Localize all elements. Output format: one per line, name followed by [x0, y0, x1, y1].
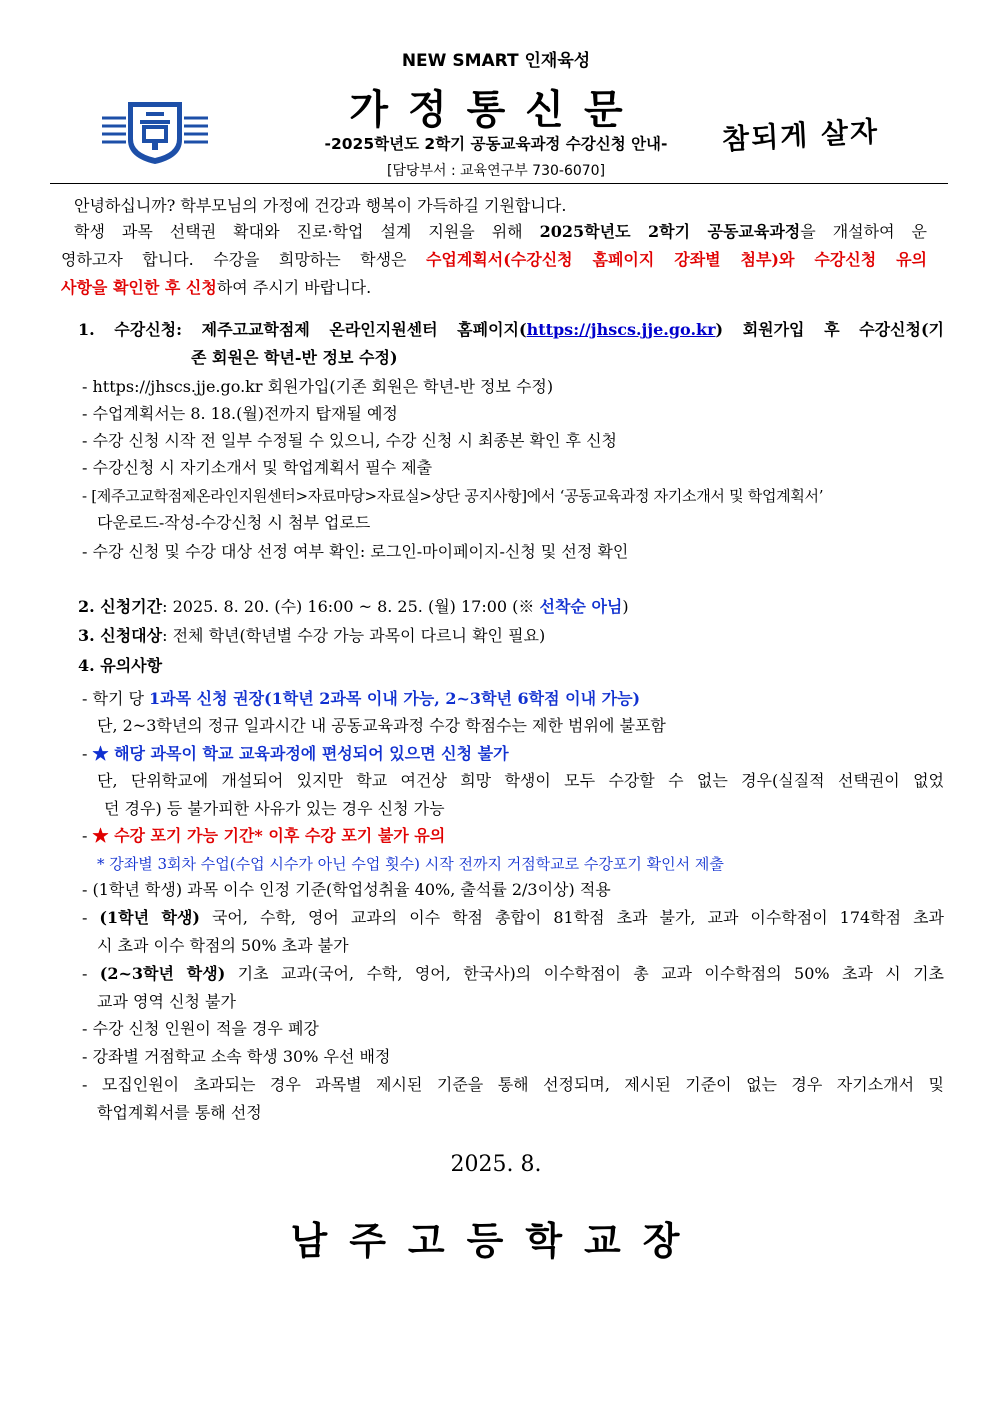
section-1-item: - 수강신청 시 자기소개서 및 학업계획서 필수 제출 — [82, 458, 433, 477]
page-subtitle: -2025학년도 2학기 공동교육과정 수강신청 안내- — [324, 135, 668, 153]
issue-date: 2025. 8. — [450, 1152, 542, 1177]
header-divider — [50, 183, 948, 184]
notice-footnote: * 강좌별 3회차 수업(수업 시수가 아닌 수업 횟수) 시작 전까지 거점학교로 수강포기 확인서 제출 — [97, 855, 724, 873]
notice-item: - (1학년 학생) 국어, 수학, 영어 교과의 이수 학점 총합이 81학점 초과 불가, 교과 이수학점이 174학점 초과 — [82, 908, 944, 927]
intro-line-4: 사항을 확인한 후 신청하여 주시기 바랍니다. — [61, 278, 372, 297]
principal-signature: 남주고등학교장 — [290, 1219, 702, 1263]
department-info: [담당부서 : 교육연구부 730-6070] — [386, 163, 606, 179]
notice-item: - 모집인원이 초과되는 경우 과목별 제시된 기준을 통해 선정되며, 제시된 기준이 없는 경우 자기소개서 및 — [82, 1075, 944, 1094]
notice-item-cont: 교과 영역 신청 불가 — [97, 992, 236, 1011]
notice-item: - 수강 신청 인원이 적을 경우 폐강 — [82, 1019, 319, 1038]
section-1-item: - [제주고교학점제온라인지원센터>자료마당>자료실>상단 공지사항]에서 ‘공동교육과정 자기소개서 및 학업계획서’ — [82, 487, 824, 505]
intro-line-1: 안녕하십니까? 학부모님의 가정에 건강과 행복이 가득하길 기원합니다. — [74, 196, 567, 215]
section-1-item: - https://jhscs.jje.go.kr 회원가입(기존 회원은 학년-반 정보 수정) — [82, 377, 554, 396]
notice-item: - 강좌별 거점학교 소속 학생 30% 우선 배정 — [82, 1047, 391, 1066]
intro-line-2: 학생 과목 선택권 확대와 진로·학업 설계 지원을 위해 2025학년도 2학기 공동교육과정을 개설하여 운 — [74, 222, 927, 241]
intro-line-3: 영하고자 합니다. 수강을 희망하는 학생은 수업계획서(수강신청 홈페이지 강좌별 첨부)와 수강신청 유의 — [61, 250, 927, 269]
section-1-item-cont: 다운로드-작성-수강신청 시 첨부 업로드 — [97, 513, 371, 532]
notice-item-cont: 학업계획서를 통해 선정 — [97, 1103, 262, 1122]
notice-item-cont: 단, 단위학교에 개설되어 있지만 학교 여건상 희망 학생이 모두 수강할 수 없는 경우(실질적 선택권이 없었 — [97, 771, 944, 790]
notice-item-cont: 던 경우) 등 불가피한 사유가 있는 경우 신청 가능 — [104, 799, 445, 818]
jhscs-link[interactable]: https://jhscs.jje.go.kr — [526, 320, 716, 339]
section-1-heading-cont: 존 회원은 학년-반 정보 수정) — [191, 348, 398, 367]
section-1-item: - 수업계획서는 8. 18.(월)전까지 탑재될 예정 — [82, 404, 398, 423]
notice-item: - ★ 해당 과목이 학교 교육과정에 편성되어 있으면 신청 불가 — [82, 744, 509, 763]
section-1-item: - 수강 신청 시작 전 일부 수정될 수 있으니, 수강 신청 시 최종본 확인 후 신청 — [82, 431, 618, 450]
notice-item-cont: 단, 2~3학년의 정규 일과시간 내 공동교육과정 수강 학점수는 제한 범위에 불포함 — [97, 716, 666, 735]
notice-item: - ★ 수강 포기 가능 기간* 이후 수강 포기 불가 유의 — [82, 826, 446, 845]
section-4-heading: 4. 유의사항 — [78, 656, 163, 675]
section-2-period: 2. 신청기간: 2025. 8. 20. (수) 16:00 ~ 8. 25. (월) 17:00 (※ 선착순 아님) — [78, 597, 629, 616]
notice-item: - (2~3학년 학생) 기초 교과(국어, 수학, 영어, 한국사)의 이수학점이 총 교과 이수학점의 50% 초과 시 기초 — [82, 964, 944, 983]
notice-item-cont: 시 초과 이수 학점의 50% 초과 불가 — [97, 936, 349, 955]
section-1-heading: 1. 수강신청: 제주고교학점제 온라인지원센터 홈페이지(https://jhscs.jje.go.kr) 회원가입 후 수강신청(기 — [78, 320, 944, 339]
section-1-item: - 수강 신청 및 수강 대상 선정 여부 확인: 로그인-마이페이지-신청 및 선정 확인 — [82, 542, 629, 561]
section-3-target: 3. 신청대상: 전체 학년(학년별 수강 가능 과목이 다르니 확인 필요) — [78, 626, 546, 645]
notice-item: - 학기 당 1과목 신청 권장(1학년 2과목 이내 가능, 2~3학년 6학점 이내 가능) — [82, 689, 641, 708]
notice-item: - (1학년 학생) 과목 이수 인정 기준(학업성취율 40%, 출석률 2/3이상) 적용 — [82, 880, 611, 899]
school-motto: 참되게 살자 — [721, 114, 880, 157]
page-title: 가정통신문 — [349, 87, 643, 133]
header-slogan: NEW SMART 인재육성 — [401, 51, 591, 71]
